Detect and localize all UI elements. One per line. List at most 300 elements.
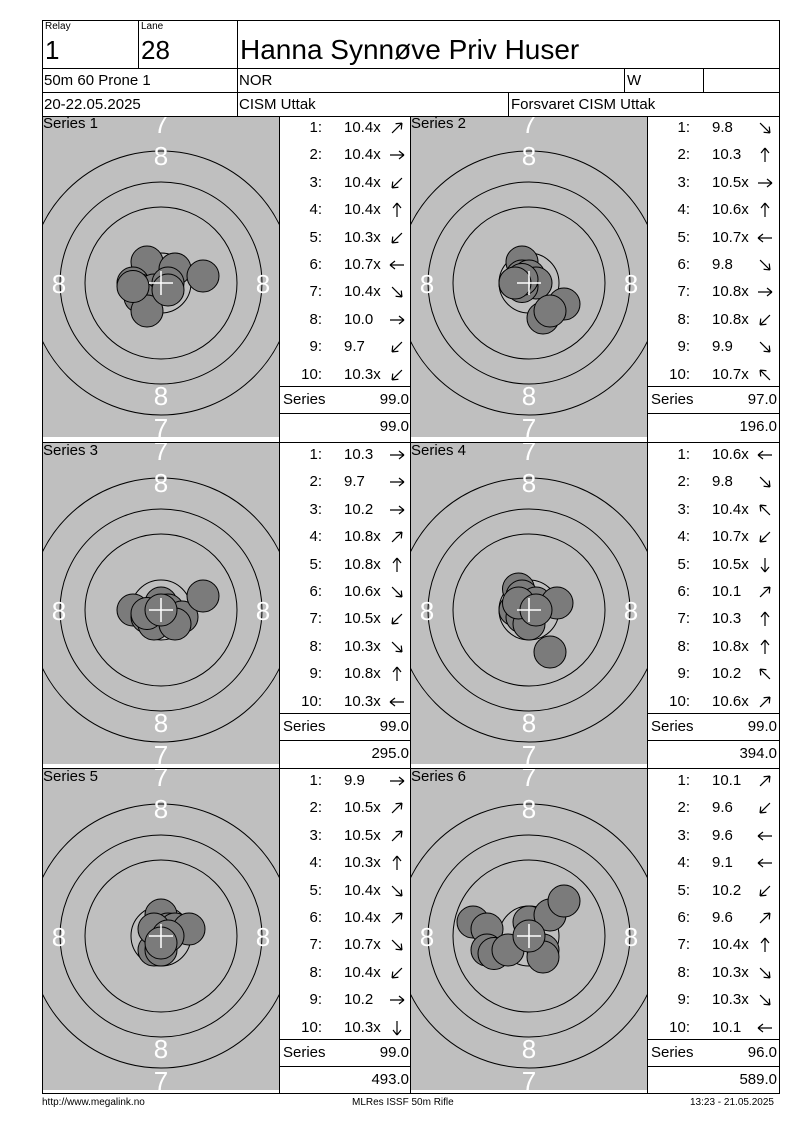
ring-number: 7 <box>521 1066 537 1090</box>
shot-row <box>648 307 780 333</box>
direction-arrow-icon <box>388 174 406 192</box>
direction-arrow-icon <box>388 528 406 546</box>
shot-row <box>280 850 412 876</box>
shot-value: 10.7x <box>712 228 749 246</box>
direction-arrow-icon <box>756 338 774 356</box>
nation: NOR <box>239 72 273 89</box>
shot-value: 10.3 <box>712 146 742 164</box>
shot-value: 10.4x <box>344 173 381 191</box>
direction-arrow-icon <box>756 964 774 982</box>
shot-row <box>280 362 412 388</box>
shot-row <box>280 932 412 958</box>
shot-list <box>648 769 780 1095</box>
shot-row <box>648 115 780 141</box>
shot-row <box>280 252 412 278</box>
shot-number: 7: <box>309 283 322 301</box>
direction-arrow-icon <box>756 638 774 656</box>
shot-value: 10.8x <box>712 283 749 301</box>
shot-number: 2: <box>677 146 690 164</box>
relay-number: 1 <box>45 35 60 65</box>
shot-number: 7: <box>309 936 322 954</box>
shot-row <box>648 987 780 1013</box>
shot-row <box>280 334 412 360</box>
ring-number: 8 <box>153 1034 169 1064</box>
direction-arrow-icon <box>756 1019 774 1037</box>
shot-row <box>648 661 780 687</box>
shot-row <box>280 279 412 305</box>
running-total: 493.0 <box>371 1071 409 1088</box>
direction-arrow-icon <box>756 311 774 329</box>
shot-row <box>280 225 412 251</box>
series-panel-1 <box>42 116 412 442</box>
shot-number: 10: <box>669 692 690 710</box>
direction-arrow-icon <box>388 693 406 711</box>
shot-value: 9.8 <box>712 256 733 273</box>
shot-value: 10.3x <box>344 228 381 246</box>
series-title: Series 1 <box>43 116 99 132</box>
shot-row <box>648 960 780 986</box>
shot-value: 9.7 <box>344 338 365 356</box>
shot-value: 9.6 <box>712 799 733 817</box>
shot-value: 10.3 <box>344 446 374 463</box>
series-panel-2 <box>410 116 780 442</box>
shot-value: 10.4x <box>344 881 381 899</box>
shot-value: 10.8x <box>344 528 381 546</box>
shot-value: 10.4x <box>344 283 381 301</box>
shot-row <box>648 823 780 849</box>
shot-row <box>648 362 780 388</box>
shot-number: 6: <box>309 583 322 600</box>
ring-number: 8 <box>153 794 169 824</box>
shot-row <box>280 606 412 632</box>
direction-arrow-icon <box>388 799 406 817</box>
direction-arrow-icon <box>388 936 406 954</box>
running-total: 394.0 <box>739 745 777 762</box>
series-total-label: Series <box>283 391 326 408</box>
direction-arrow-icon <box>388 501 406 519</box>
shot-number: 8: <box>309 310 322 328</box>
shot-row <box>648 552 780 578</box>
running-total: 295.0 <box>371 745 409 762</box>
shot-number: 10: <box>669 365 690 383</box>
shot-number: 3: <box>677 826 690 844</box>
shot-number: 7: <box>677 936 690 954</box>
direction-arrow-icon <box>388 556 406 574</box>
shot-number: 10: <box>301 692 322 710</box>
direction-arrow-icon <box>756 528 774 546</box>
shot-row <box>280 524 412 550</box>
series-grid <box>42 116 780 1094</box>
shot-row <box>280 634 412 660</box>
shot-value: 9.6 <box>712 826 733 844</box>
ring-number: 8 <box>623 596 639 626</box>
shot-number: 2: <box>309 146 322 164</box>
direction-arrow-icon <box>756 610 774 628</box>
shot-row <box>280 1015 412 1041</box>
shot-hit <box>117 271 149 303</box>
shot-row <box>648 795 780 821</box>
ring-number: 7 <box>153 116 169 139</box>
direction-arrow-icon <box>756 473 774 491</box>
competition-dates: 20-22.05.2025 <box>44 96 141 113</box>
ring-number: 7 <box>153 1066 169 1090</box>
series-total-label: Series <box>651 391 694 408</box>
ring-number: 8 <box>255 922 271 952</box>
series-total: 99.0 <box>747 718 777 735</box>
shot-number: 7: <box>309 610 322 628</box>
shot-number: 3: <box>309 173 322 191</box>
direction-arrow-icon <box>756 909 774 927</box>
shot-value: 10.4x <box>344 201 381 219</box>
direction-arrow-icon <box>756 665 774 683</box>
shot-value: 10.0 <box>344 310 374 328</box>
shot-number: 4: <box>677 528 690 546</box>
direction-arrow-icon <box>388 610 406 628</box>
shot-value: 10.5x <box>712 555 749 573</box>
shot-row <box>280 987 412 1013</box>
shot-value: 9.6 <box>712 909 733 926</box>
ring-number: 8 <box>521 468 537 498</box>
ring-number: 7 <box>521 413 537 437</box>
direction-arrow-icon <box>388 909 406 927</box>
direction-arrow-icon <box>388 366 406 384</box>
ring-number: 8 <box>521 381 537 411</box>
shot-value: 10.4x <box>344 119 381 136</box>
shot-row <box>648 334 780 360</box>
shot-number: 10: <box>301 1018 322 1036</box>
target-face <box>43 443 279 764</box>
shot-row <box>648 524 780 550</box>
direction-arrow-icon <box>388 1019 406 1037</box>
shot-number: 1: <box>677 446 690 463</box>
direction-arrow-icon <box>756 882 774 900</box>
direction-arrow-icon <box>756 256 774 274</box>
shot-row <box>648 442 780 468</box>
ring-number: 8 <box>153 141 169 171</box>
shot-row <box>280 689 412 715</box>
direction-arrow-icon <box>388 256 406 274</box>
ring-number: 7 <box>521 443 537 466</box>
shot-value: 9.9 <box>712 338 733 356</box>
shot-number: 4: <box>309 528 322 546</box>
shot-value: 10.3x <box>344 854 381 872</box>
ring-number: 8 <box>623 922 639 952</box>
shot-value: 10.6x <box>712 446 749 463</box>
shot-row <box>648 768 780 794</box>
shot-value: 10.8x <box>344 665 381 683</box>
shot-row <box>280 142 412 168</box>
direction-arrow-icon <box>756 283 774 301</box>
direction-arrow-icon <box>756 772 774 790</box>
ring-number: 8 <box>521 794 537 824</box>
shot-row <box>648 689 780 715</box>
shot-row <box>280 307 412 333</box>
shot-value: 10.3x <box>344 692 381 710</box>
shot-number: 2: <box>309 473 322 491</box>
running-total: 196.0 <box>739 418 777 435</box>
shot-row <box>648 905 780 931</box>
shot-hit <box>534 636 566 668</box>
shot-number: 6: <box>309 909 322 926</box>
direction-arrow-icon <box>756 799 774 817</box>
running-total: 589.0 <box>739 1071 777 1088</box>
shot-value: 10.6x <box>344 583 381 600</box>
direction-arrow-icon <box>756 556 774 574</box>
shot-row <box>280 115 412 141</box>
shot-value: 10.1 <box>712 583 742 600</box>
series-panel-3 <box>42 443 412 769</box>
shot-number: 5: <box>309 555 322 573</box>
gender: W <box>627 72 642 89</box>
shot-row <box>648 634 780 660</box>
direction-arrow-icon <box>388 446 406 464</box>
ring-number: 8 <box>521 1034 537 1064</box>
direction-arrow-icon <box>756 174 774 192</box>
series-total-label: Series <box>651 1044 694 1061</box>
shot-list <box>280 443 412 769</box>
direction-arrow-icon <box>756 366 774 384</box>
shot-row <box>648 1015 780 1041</box>
ring-number: 8 <box>255 269 271 299</box>
shot-number: 9: <box>309 338 322 356</box>
shot-value: 10.1 <box>712 772 742 789</box>
direction-arrow-icon <box>756 229 774 247</box>
athlete-name: Hanna Synnøve Priv Huser <box>240 34 580 65</box>
ring-number: 7 <box>521 116 537 139</box>
shot-row <box>280 795 412 821</box>
shot-value: 9.1 <box>712 854 733 872</box>
shot-number: 10: <box>301 365 322 383</box>
shot-number: 8: <box>309 963 322 981</box>
shot-number: 4: <box>309 854 322 872</box>
shot-row <box>280 878 412 904</box>
shot-row <box>648 252 780 278</box>
shot-value: 10.3x <box>344 365 381 383</box>
target-face <box>411 443 647 764</box>
direction-arrow-icon <box>388 583 406 601</box>
shot-value: 10.5x <box>344 799 381 817</box>
target-face <box>411 116 647 437</box>
ring-number: 8 <box>51 596 67 626</box>
ring-number: 8 <box>153 381 169 411</box>
shot-value: 9.8 <box>712 473 733 491</box>
shot-row <box>280 579 412 605</box>
shot-value: 10.3 <box>712 610 742 628</box>
series-total: 99.0 <box>379 391 409 408</box>
shot-number: 3: <box>309 826 322 844</box>
shot-number: 2: <box>677 799 690 817</box>
shot-number: 6: <box>309 256 322 273</box>
series-total-label: Series <box>283 718 326 735</box>
shot-row <box>280 552 412 578</box>
shot-value: 10.8x <box>712 310 749 328</box>
lane-label: Lane <box>141 21 164 32</box>
shot-number: 1: <box>309 446 322 463</box>
direction-arrow-icon <box>388 283 406 301</box>
shot-value: 10.3x <box>344 1018 381 1036</box>
direction-arrow-icon <box>756 693 774 711</box>
shot-row <box>280 497 412 523</box>
shot-hit <box>548 885 580 917</box>
shot-value: 10.5x <box>712 173 749 191</box>
shot-row <box>280 960 412 986</box>
shot-number: 6: <box>677 909 690 926</box>
shot-value: 10.7x <box>344 256 381 273</box>
ring-number: 7 <box>521 769 537 792</box>
shot-number: 9: <box>677 338 690 356</box>
direction-arrow-icon <box>388 964 406 982</box>
direction-arrow-icon <box>756 991 774 1009</box>
direction-arrow-icon <box>388 638 406 656</box>
series-title: Series 2 <box>411 116 467 132</box>
shot-number: 1: <box>677 772 690 789</box>
ring-number: 8 <box>419 269 435 299</box>
shot-number: 4: <box>677 854 690 872</box>
shot-value: 10.4x <box>344 963 381 981</box>
shot-number: 2: <box>309 799 322 817</box>
ring-number: 8 <box>623 269 639 299</box>
direction-arrow-icon <box>388 473 406 491</box>
direction-arrow-icon <box>756 501 774 519</box>
target-face <box>411 769 647 1090</box>
direction-arrow-icon <box>388 772 406 790</box>
shot-value: 10.8x <box>712 637 749 655</box>
shot-number: 4: <box>677 201 690 219</box>
shot-row <box>648 850 780 876</box>
shot-number: 3: <box>677 173 690 191</box>
shot-row <box>648 878 780 904</box>
shot-row <box>648 279 780 305</box>
direction-arrow-icon <box>756 583 774 601</box>
target-face <box>43 769 279 1090</box>
series-total: 99.0 <box>379 718 409 735</box>
header-grid <box>42 20 780 116</box>
shot-row <box>648 469 780 495</box>
series-total: 96.0 <box>747 1044 777 1061</box>
shot-value: 10.1 <box>712 1018 742 1036</box>
shot-number: 7: <box>677 283 690 301</box>
club-name: Forsvaret CISM Uttak <box>511 96 656 113</box>
shot-number: 8: <box>677 637 690 655</box>
series-panel-5 <box>42 769 412 1095</box>
shot-value: 10.7x <box>344 936 381 954</box>
shot-value: 10.6x <box>712 201 749 219</box>
shot-number: 5: <box>677 881 690 899</box>
direction-arrow-icon <box>756 119 774 137</box>
shot-hit <box>534 295 566 327</box>
shot-number: 4: <box>309 201 322 219</box>
shot-number: 3: <box>677 500 690 518</box>
shot-row <box>280 661 412 687</box>
shot-value: 10.2 <box>344 500 374 518</box>
shot-row <box>648 497 780 523</box>
shot-row <box>648 606 780 632</box>
shot-value: 9.8 <box>712 119 733 136</box>
shot-value: 10.5x <box>344 610 381 628</box>
ring-number: 8 <box>521 708 537 738</box>
shot-value: 9.9 <box>344 772 365 789</box>
ring-number: 8 <box>521 141 537 171</box>
shot-number: 5: <box>309 228 322 246</box>
ring-number: 8 <box>419 922 435 952</box>
shot-number: 3: <box>309 500 322 518</box>
shot-value: 10.3x <box>712 991 749 1009</box>
shot-value: 10.4x <box>344 909 381 926</box>
shot-number: 5: <box>309 881 322 899</box>
event-name: 50m 60 Prone 1 <box>44 72 151 89</box>
shot-row <box>648 932 780 958</box>
shot-number: 9: <box>309 991 322 1009</box>
shot-hit <box>187 580 219 612</box>
shot-hit <box>152 274 184 306</box>
shot-value: 10.3x <box>344 637 381 655</box>
shot-value: 10.7x <box>712 528 749 546</box>
shot-number: 6: <box>677 583 690 600</box>
direction-arrow-icon <box>756 827 774 845</box>
direction-arrow-icon <box>388 146 406 164</box>
shot-row <box>648 142 780 168</box>
series-panel-4 <box>410 443 780 769</box>
direction-arrow-icon <box>388 119 406 137</box>
direction-arrow-icon <box>756 201 774 219</box>
shot-row <box>648 197 780 223</box>
series-title: Series 5 <box>43 769 99 785</box>
series-panel-6 <box>410 769 780 1095</box>
shot-row <box>280 442 412 468</box>
ring-number: 8 <box>419 596 435 626</box>
direction-arrow-icon <box>388 201 406 219</box>
shot-row <box>280 823 412 849</box>
direction-arrow-icon <box>756 446 774 464</box>
shot-value: 10.6x <box>712 692 749 710</box>
shot-list <box>280 769 412 1095</box>
direction-arrow-icon <box>756 146 774 164</box>
direction-arrow-icon <box>388 311 406 329</box>
ring-number: 8 <box>255 596 271 626</box>
ring-number: 7 <box>153 443 169 466</box>
shot-value: 9.7 <box>344 473 365 491</box>
ring-number: 8 <box>153 708 169 738</box>
direction-arrow-icon <box>388 854 406 872</box>
shot-number: 8: <box>309 637 322 655</box>
shot-number: 5: <box>677 228 690 246</box>
shot-list <box>648 116 780 442</box>
shot-number: 8: <box>677 310 690 328</box>
shot-value: 10.2 <box>712 881 742 899</box>
shot-value: 10.3x <box>712 963 749 981</box>
direction-arrow-icon <box>756 936 774 954</box>
series-title: Series 3 <box>43 443 99 459</box>
running-total: 99.0 <box>379 418 409 435</box>
shot-value: 10.7x <box>712 365 749 383</box>
shot-number: 8: <box>677 963 690 981</box>
shot-row <box>280 905 412 931</box>
shot-number: 9: <box>677 991 690 1009</box>
shot-number: 9: <box>677 665 690 683</box>
footer-url: http://www.megalink.no <box>42 1097 145 1108</box>
shot-value: 10.4x <box>712 500 749 518</box>
shot-row <box>280 197 412 223</box>
series-total: 99.0 <box>379 1044 409 1061</box>
shot-hit <box>187 260 219 292</box>
direction-arrow-icon <box>756 854 774 872</box>
shot-list <box>280 116 412 442</box>
series-total: 97.0 <box>747 391 777 408</box>
shot-value: 10.2 <box>712 665 742 683</box>
ring-number: 7 <box>521 740 537 764</box>
direction-arrow-icon <box>388 665 406 683</box>
competition-name: CISM Uttak <box>239 96 316 113</box>
